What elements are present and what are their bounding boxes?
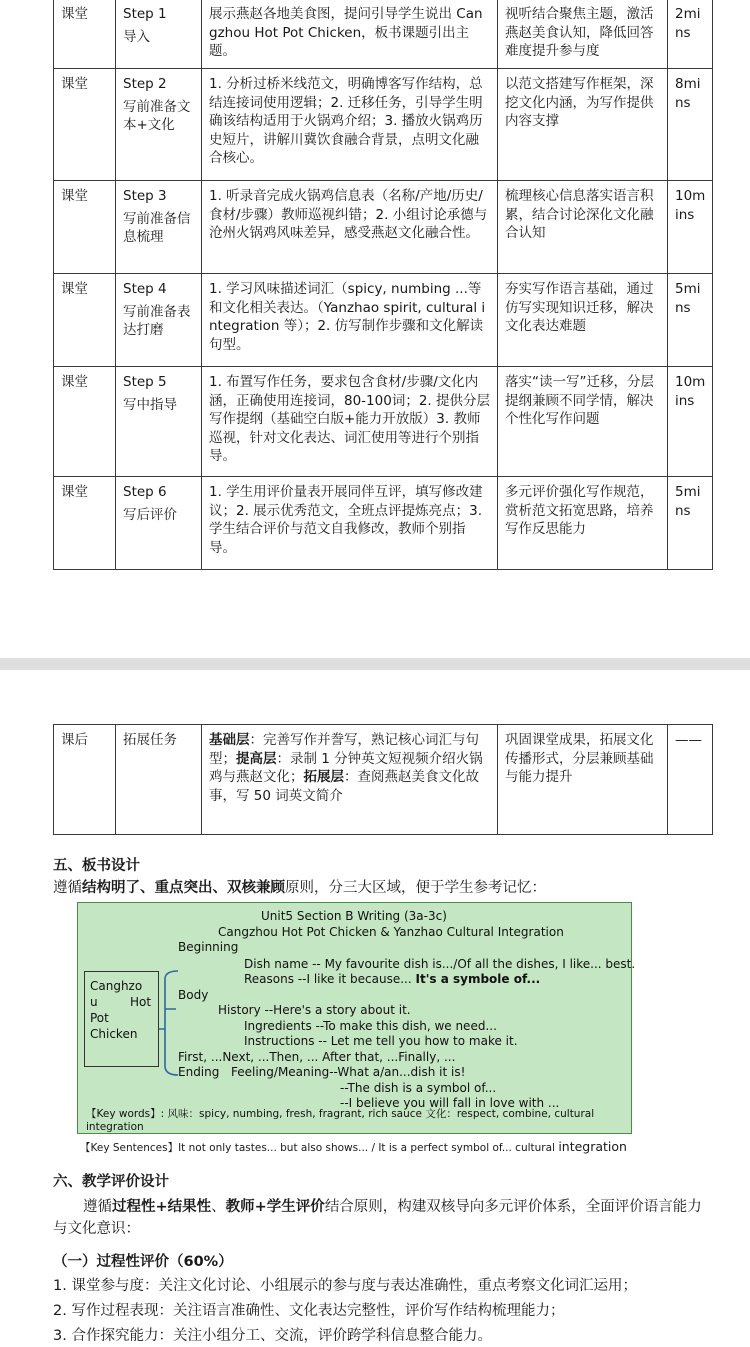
board-symbol: --The dish is a symbol of... [340, 1081, 497, 1095]
time-cell: 5mins [668, 477, 713, 570]
step-cell: 拓展任务 [116, 725, 202, 835]
board-dish-name: Dish name -- My favourite dish is.../Of all the dishes, I like... best. [244, 957, 636, 971]
phase-cell: 课堂 [54, 69, 116, 181]
section-5-intro [53, 877, 713, 899]
evaluation-item: 2. 写作过程表现：关注语言准确性、文化表达完整性，评价写作结构梳理能力； [53, 1303, 565, 1319]
topic-text: Chicken [90, 1027, 138, 1041]
step-name: 写前准备表达打磨 [123, 303, 191, 338]
intro-text: 原则，分三大区域，便于学生参考记忆： [285, 880, 546, 896]
time-cell: 2mins [668, 0, 713, 69]
board-beginning: Beginning [178, 940, 239, 954]
intro-text: 遵循 [53, 880, 82, 896]
table-row [54, 274, 713, 367]
reasons-text: Reasons --I like it because... [244, 972, 412, 986]
step-name: 导入 [123, 28, 150, 45]
board-sequence: First, ...Next, ...Then, ... After that, ...Finally, ... [178, 1050, 456, 1064]
evaluation-item: 3. 合作探究能力：关注小组分工、交流，评价跨学科信息整合能力。 [53, 1328, 492, 1344]
intro-bold: 过程性+结果性 [112, 1199, 212, 1215]
board-ingredients: Ingredients --To make this dish, we need... [244, 1019, 497, 1033]
document-page-1 [0, 0, 750, 640]
topic-text: Pot [90, 1011, 109, 1025]
reasons-bold: It's a symbole of... [415, 972, 541, 986]
table-row [54, 477, 713, 570]
intent-cell: 梳理核心信息落实语言积累，结合讨论深化文化融合认知 [498, 181, 668, 274]
board-topic-box [84, 971, 159, 1067]
key-sentences-text: 【Key Sentences】It not only tastes... but also shows... / It is a perfect symbol of... cultural [80, 1142, 555, 1154]
phase-cell: 课后 [54, 725, 116, 835]
activity-cell: 展示燕赵各地美食图，提问引导学生说出 Cangzhou Hot Pot Chicken，板书课题引出主题。 [202, 0, 498, 69]
time-cell: 10mins [668, 181, 713, 274]
topic-text: Hot [130, 995, 152, 1009]
after-class-table [53, 724, 713, 835]
step-cell [116, 274, 202, 367]
phase-cell: 课堂 [54, 274, 116, 367]
intro-text: 、 [211, 1199, 226, 1215]
basic-layer-label: 基础层 [209, 732, 250, 748]
intent-cell: 夯实写作语言基础，通过仿写实现知识迁移，解决文化表达难题 [498, 274, 668, 367]
activity-cell: 1. 学生用评价量表开展同伴互评，填写修改建议；2. 展示优秀范文，全班点评提炼亮点；3. 学生结合评价与范文自我修改，教师个别指导。 [202, 477, 498, 570]
table-row [54, 181, 713, 274]
table-row [54, 367, 713, 477]
intro-text: 遵循 [83, 1199, 112, 1215]
time-cell: —— [668, 725, 713, 835]
intro-text: 结合原则，构建双核导向多元评价体系，全面评价语言能力与文化意识： [53, 1199, 702, 1237]
phase-cell: 课堂 [54, 367, 116, 477]
board-subtitle: Cangzhou Hot Pot Chicken & Yanzhao Cultural Integration [218, 925, 564, 939]
time-cell: 8mins [668, 69, 713, 181]
step-name: 写后评价 [123, 506, 177, 523]
activity-cell: 1. 学习风味描述词汇（spicy, numbing ...等和文化相关表达。（Yanzhao spirit, cultural integration 等）；2. 仿写制作步骤和文化解读句型。 [202, 274, 498, 367]
step-cell [116, 181, 202, 274]
phase-cell: 课堂 [54, 181, 116, 274]
topic-text: u [90, 995, 98, 1009]
extension-layer-label: 拓展层 [303, 769, 344, 785]
lesson-plan-table [53, 0, 713, 570]
activity-cell: 1. 分析过桥米线范文，明确博客写作结构，总结连接词使用逻辑；2. 迁移任务，引导学生明确该结构适用于火锅鸡介绍；3. 播放火锅鸡历史短片，讲解川冀饮食融合背景，点明文化融合核心。 [202, 69, 498, 181]
intent-cell: 以范文搭建写作框架，深挖文化内涵，为写作提供内容支撑 [498, 69, 668, 181]
board-body: Body [178, 988, 209, 1002]
step-cell [116, 69, 202, 181]
extension-layer-text: ：查阅燕赵美食文化故事，写 50 词英文简介 [209, 769, 479, 804]
step-name: 写前准备文本+文化 [123, 98, 191, 133]
time-cell: 10mins [668, 367, 713, 477]
step-name: 写中指导 [123, 396, 177, 413]
step-label: Step 2 [123, 76, 167, 92]
advanced-layer-text: ：录制 1 分钟英文短视频介绍火锅鸡与燕赵文化； [209, 750, 483, 785]
step-label: Step 4 [123, 281, 167, 297]
board-history: History --Here's a story about it. [218, 1003, 411, 1017]
board-believe: --I believe you will fall in love with ... [340, 1096, 560, 1110]
intro-bold: 结构明了、重点突出、双核兼顾 [82, 880, 285, 896]
step-label: Step 3 [123, 188, 167, 204]
board-keywords: 【Key words】: 风味：spicy, numbing, fresh, fragrant, rich sauce 文化：respect, combine, cultural integration [86, 1108, 595, 1133]
step-label: Step 6 [123, 484, 167, 500]
step-label: Step 1 [123, 6, 167, 22]
table-row [54, 725, 713, 835]
board-key-sentences [80, 1140, 640, 1155]
topic-text: Canghzo [90, 979, 143, 993]
step-cell [116, 0, 202, 69]
step-label: Step 5 [123, 374, 167, 390]
board-feeling: Feeling/Meaning--What a/an...dish it is! [231, 1065, 466, 1079]
section-6-heading: 六、教学评价设计 [53, 1174, 169, 1190]
phase-cell: 课堂 [54, 477, 116, 570]
phase-cell: 课堂 [54, 0, 116, 69]
board-title: Unit5 Section B Writing (3a-3c) [261, 909, 447, 923]
board-ending: Ending [178, 1065, 220, 1079]
intent-cell: 视听结合聚焦主题，激活燕赵美食认知，降低回答难度提升参与度 [498, 0, 668, 69]
document-page-2 [0, 670, 750, 1344]
section-6-intro [53, 1196, 713, 1240]
table-row [54, 0, 713, 69]
step-cell [116, 477, 202, 570]
activity-cell [202, 725, 498, 835]
blackboard-design [77, 902, 636, 1134]
advanced-layer-label: 提高层 [236, 750, 277, 767]
board-reasons [244, 972, 540, 987]
section-5-heading: 五、板书设计 [53, 858, 140, 874]
activity-cell: 1. 布置写作任务，要求包含食材/步骤/文化内涵，正确使用连接词，80-100词；2. 提供分层写作提纲（基础空白版+能力开放版）3. 教师巡视，针对文化表达、词汇使用等进行个别指导。 [202, 367, 498, 477]
intent-cell: 多元评价强化写作规范，赏析范文拓宽思路，培养写作反思能力 [498, 477, 668, 570]
time-cell: 5mins [668, 274, 713, 367]
section-6-subheading: （一）过程性评价（60%） [53, 1254, 233, 1270]
step-cell [116, 367, 202, 477]
basic-layer-text: ：完善写作并誊写，熟记核心词汇与句型； [209, 732, 479, 767]
key-sentences-big: integration [558, 1139, 627, 1154]
table-row [54, 69, 713, 181]
step-name: 写前准备信息梳理 [123, 210, 191, 245]
activity-cell: 1. 听录音完成火锅鸡信息表（名称/产地/历史/食材/步骤）教师巡视纠错；2. 小组讨论承德与沧州火锅鸡风味差异，感受燕赵文化融合性。 [202, 181, 498, 274]
board-instructions: Instructions -- Let me tell you how to make it. [244, 1034, 518, 1048]
evaluation-item: 1. 课堂参与度：关注文化讨论、小组展示的参与度与表达准确性，重点考察文化词汇运用； [53, 1278, 637, 1294]
intent-cell: 巩固课堂成果，拓展文化传播形式，分层兼顾基础与能力提升 [498, 725, 668, 835]
intent-cell: 落实“读一写”迁移，分层提纲兼顾不同学情，解决个性化写作问题 [498, 367, 668, 477]
intro-bold: 教师+学生评价 [225, 1199, 325, 1215]
page-separator [0, 658, 750, 670]
